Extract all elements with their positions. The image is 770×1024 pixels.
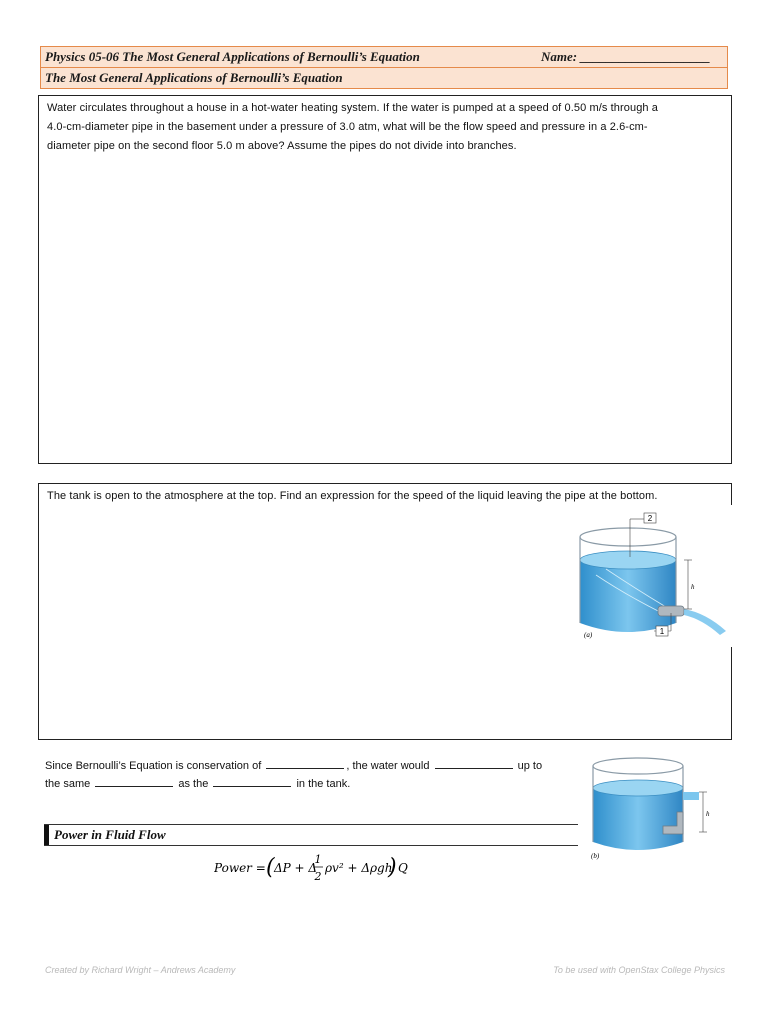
problem-2-text: The tank is open to the atmosphere at the top. Find an expression for the speed of the liquid leaving the pipe at the bottom. bbox=[47, 490, 658, 502]
h-label-b: h bbox=[706, 810, 710, 818]
eq-delta-p: ΔP + Δ bbox=[274, 861, 318, 875]
tank-a-rim bbox=[580, 528, 676, 546]
eq-frac-den: 2 bbox=[314, 870, 322, 883]
fill-in-line-2 bbox=[45, 778, 350, 790]
eq-open-paren: ( bbox=[266, 855, 275, 880]
h-label-a: h bbox=[691, 583, 695, 591]
tank-a-surface bbox=[580, 551, 676, 569]
blank-action[interactable] bbox=[435, 760, 513, 769]
eq-rho-terms: ρv² + Δρgh bbox=[325, 861, 393, 875]
blank-height[interactable] bbox=[95, 778, 173, 787]
header-title-row bbox=[40, 46, 728, 68]
power-equation-svg bbox=[214, 850, 414, 886]
fill-text: Since Bernoulli’s Equation is conservation of bbox=[45, 760, 262, 772]
blank-level[interactable] bbox=[213, 778, 291, 787]
tank-a-illustration bbox=[566, 505, 734, 647]
blank-conservation[interactable] bbox=[266, 760, 344, 769]
problem-1-line: diameter pipe on the second floor 5.0 m above? Assume the pipes do not divide into branches. bbox=[47, 140, 517, 152]
figure-a-caption: (a) bbox=[584, 631, 593, 639]
eq-frac-num: 1 bbox=[314, 853, 322, 866]
section-title: Power in Fluid Flow bbox=[54, 827, 166, 842]
fill-text: the same bbox=[45, 778, 91, 790]
footer-credit: Created by Richard Wright – Andrews Academy bbox=[45, 965, 236, 975]
name-field-label: Name: ____________________ bbox=[541, 49, 711, 64]
tank-b-illustration bbox=[583, 750, 723, 862]
tank-a-water bbox=[580, 560, 676, 632]
problem-1-box bbox=[38, 95, 732, 464]
problem-1-line: 4.0-cm-diameter pipe in the basement under a pressure of 3.0 atm, what will be the flow speed and pressure in a 2.6-cm- bbox=[47, 121, 648, 133]
footer-source: To be used with OpenStax College Physics bbox=[553, 965, 725, 975]
tank-figure-a bbox=[566, 505, 734, 647]
problem-1-line: Water circulates throughout a house in a hot-water heating system. If the water is pumped at a speed of 0.50 m/s through a bbox=[47, 102, 659, 114]
section-heading-power bbox=[44, 824, 578, 846]
tank-figure-b bbox=[583, 750, 723, 862]
figure-b-caption: (b) bbox=[591, 852, 600, 860]
header-subtitle-row bbox=[40, 67, 728, 89]
eq-q: Q bbox=[398, 861, 408, 875]
worksheet-subtitle: The Most General Applications of Bernoulli’s Equation bbox=[45, 70, 343, 85]
fill-text: , the water would bbox=[346, 760, 430, 772]
point-1-label: 1 bbox=[659, 627, 665, 636]
fill-text: as the bbox=[178, 778, 209, 790]
section-marker bbox=[44, 825, 49, 845]
worksheet-title: Physics 05-06 The Most General Applications of Bernoulli’s Equation bbox=[45, 49, 420, 64]
eq-close-paren: ) bbox=[388, 855, 397, 880]
power-equation bbox=[214, 850, 414, 889]
tank-a-stream bbox=[684, 609, 726, 635]
fill-in-line-1 bbox=[45, 760, 542, 772]
point-2-label: 2 bbox=[647, 514, 653, 523]
fill-text: in the tank. bbox=[296, 778, 351, 790]
tank-b-spout-water bbox=[683, 792, 699, 800]
eq-lhs: Power = bbox=[214, 861, 266, 875]
problem-1-text bbox=[47, 99, 658, 156]
fill-text: up to bbox=[517, 760, 543, 772]
tank-b-water bbox=[593, 788, 683, 850]
